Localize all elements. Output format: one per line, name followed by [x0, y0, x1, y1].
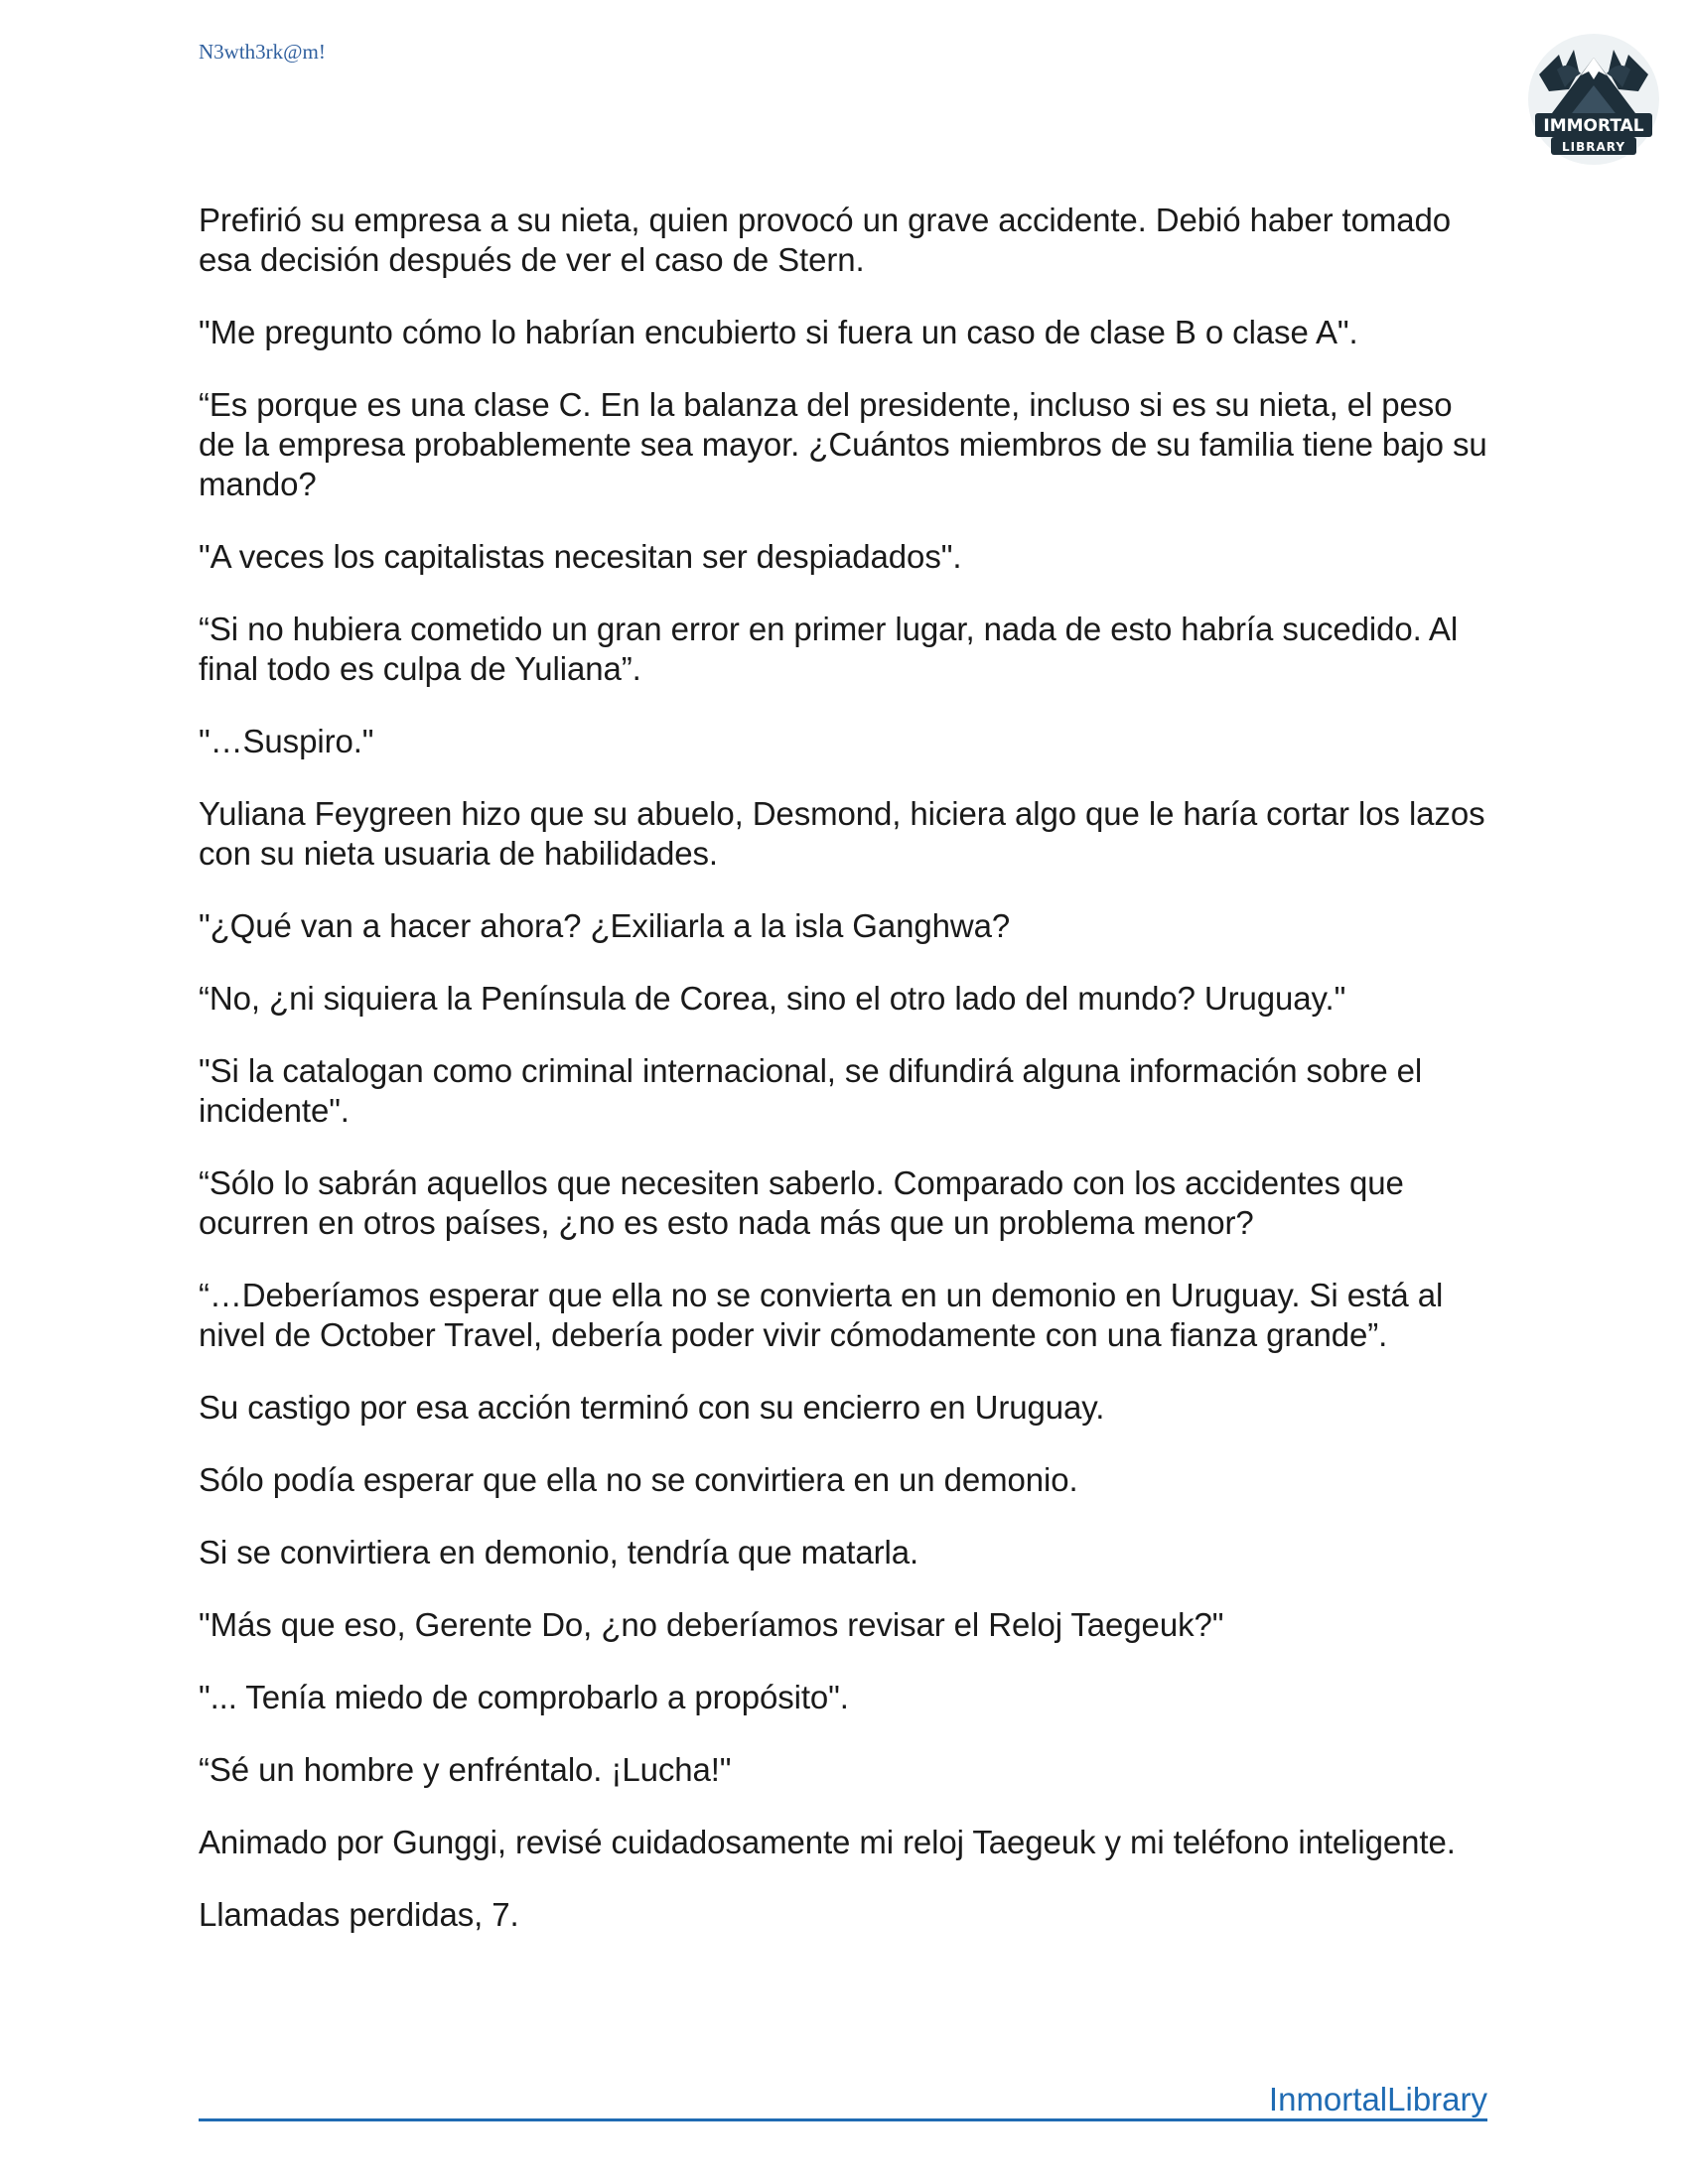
paragraph: “…Deberíamos esperar que ella no se convierta en un demonio en Uruguay. Si está al nivel de October Travel, debería poder vivir cómodamente con una fianza grande”.	[199, 1277, 1444, 1353]
logo-line1: IMMORTAL	[1543, 116, 1644, 136]
paragraph: "Más que eso, Gerente Do, ¿no deberíamos revisar el Reloj Taegeuk?"	[199, 1606, 1224, 1643]
chapter-body	[199, 201, 1489, 1968]
paragraph: Llamadas perdidas, 7.	[199, 1896, 519, 1933]
header-code-text: N3wth3rk@m!	[199, 40, 326, 64]
paragraph: “Sólo lo sabrán aquellos que necesiten saberlo. Comparado con los accidentes que ocurren en otros países, ¿no es esto nada más que un problema menor?	[199, 1164, 1404, 1241]
footer-library-link[interactable]: InmortalLibrary	[1268, 2081, 1487, 2117]
paragraph: "Si la catalogan como criminal internacional, se difundirá alguna información sobre el incidente".	[199, 1052, 1423, 1129]
paragraph: Sólo podía esperar que ella no se convirtiera en un demonio.	[199, 1461, 1078, 1498]
paragraph: Su castigo por esa acción terminó con su encierro en Uruguay.	[199, 1389, 1105, 1426]
paragraph: Prefirió su empresa a su nieta, quien provocó un grave accidente. Debió haber tomado esa decisión después de ver el caso de Stern.	[199, 202, 1452, 278]
paragraph: “No, ¿ni siquiera la Península de Corea, sino el otro lado del mundo? Uruguay."	[199, 980, 1346, 1017]
dragon-mountain-emblem-icon	[1519, 30, 1668, 169]
immortal-library-logo	[1519, 30, 1668, 169]
paragraph: Animado por Gunggi, revisé cuidadosamente mi reloj Taegeuk y mi teléfono inteligente.	[199, 1824, 1456, 1860]
logo-line2: LIBRARY	[1561, 140, 1626, 154]
paragraph: Yuliana Feygreen hizo que su abuelo, Desmond, hiciera algo que le haría cortar los lazos con su nieta usuaria de habilidades.	[199, 795, 1485, 872]
paragraph: "¿Qué van a hacer ahora? ¿Exiliarla a la isla Ganghwa?	[199, 907, 1011, 944]
paragraph: "A veces los capitalistas necesitan ser despiadados".	[199, 538, 962, 575]
paragraph: "Me pregunto cómo lo habrían encubierto si fuera un caso de clase B o clase A".	[199, 314, 1358, 350]
paragraph: “Si no hubiera cometido un gran error en primer lugar, nada de esto habría sucedido. Al final todo es culpa de Yuliana”.	[199, 611, 1459, 687]
paragraph: Si se convirtiera en demonio, tendría que matarla.	[199, 1534, 919, 1570]
footer-divider	[199, 2118, 1487, 2121]
paragraph: "... Tenía miedo de comprobarlo a propósito".	[199, 1679, 849, 1715]
paragraph: “Es porque es una clase C. En la balanza del presidente, incluso si es su nieta, el peso de la empresa probablemente sea mayor. ¿Cuántos miembros de su familia tiene bajo su mando?	[199, 386, 1487, 502]
paragraph: "…Suspiro."	[199, 723, 374, 759]
paragraph: “Sé un hombre y enfréntalo. ¡Lucha!"	[199, 1751, 732, 1788]
